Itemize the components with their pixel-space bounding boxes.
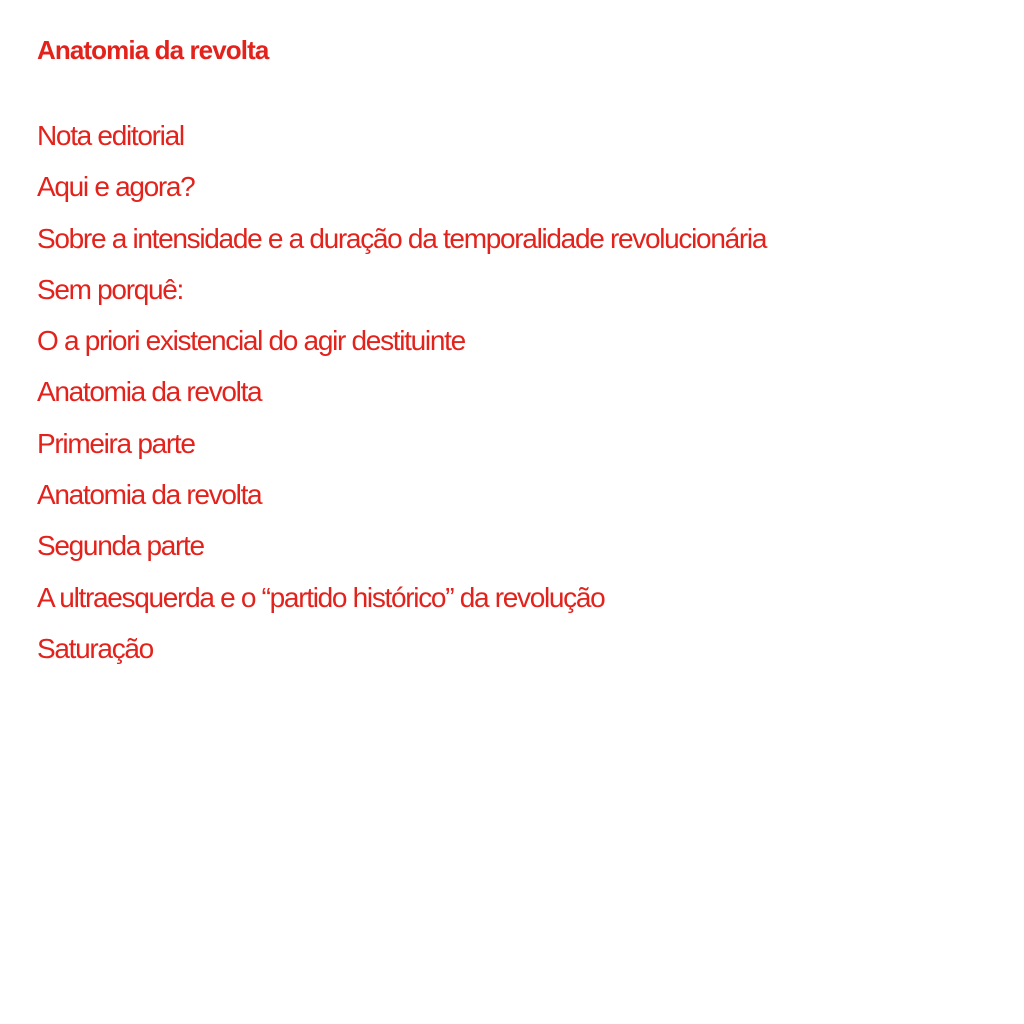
toc-item-segunda-parte[interactable]: Segunda parte <box>37 530 204 562</box>
toc-item-sobre-a-intensidade[interactable]: Sobre a intensidade e a duração da temporalidade revolucionária <box>37 222 767 254</box>
document-title: Anatomia da revolta <box>37 35 269 65</box>
toc-item-a-priori-existencial[interactable]: O a priori existencial do agir destituinte <box>37 325 465 357</box>
toc-item-ultraesquerda[interactable]: A ultraesquerda e o “partido histórico” da revolução <box>37 581 605 613</box>
toc-item-anatomia-da-revolta-1[interactable]: Anatomia da revolta <box>37 376 262 408</box>
toc-item-saturacao[interactable]: Saturação <box>37 632 153 664</box>
toc-item-aqui-e-agora[interactable]: Aqui e agora? <box>37 171 195 203</box>
toc-item-anatomia-da-revolta-2[interactable]: Anatomia da revolta <box>37 479 262 511</box>
toc-item-sem-porque[interactable]: Sem porquê: <box>37 273 184 305</box>
toc-item-primeira-parte[interactable]: Primeira parte <box>37 427 195 459</box>
toc-item-nota-editorial[interactable]: Nota editorial <box>37 120 184 151</box>
table-of-contents <box>37 110 988 674</box>
